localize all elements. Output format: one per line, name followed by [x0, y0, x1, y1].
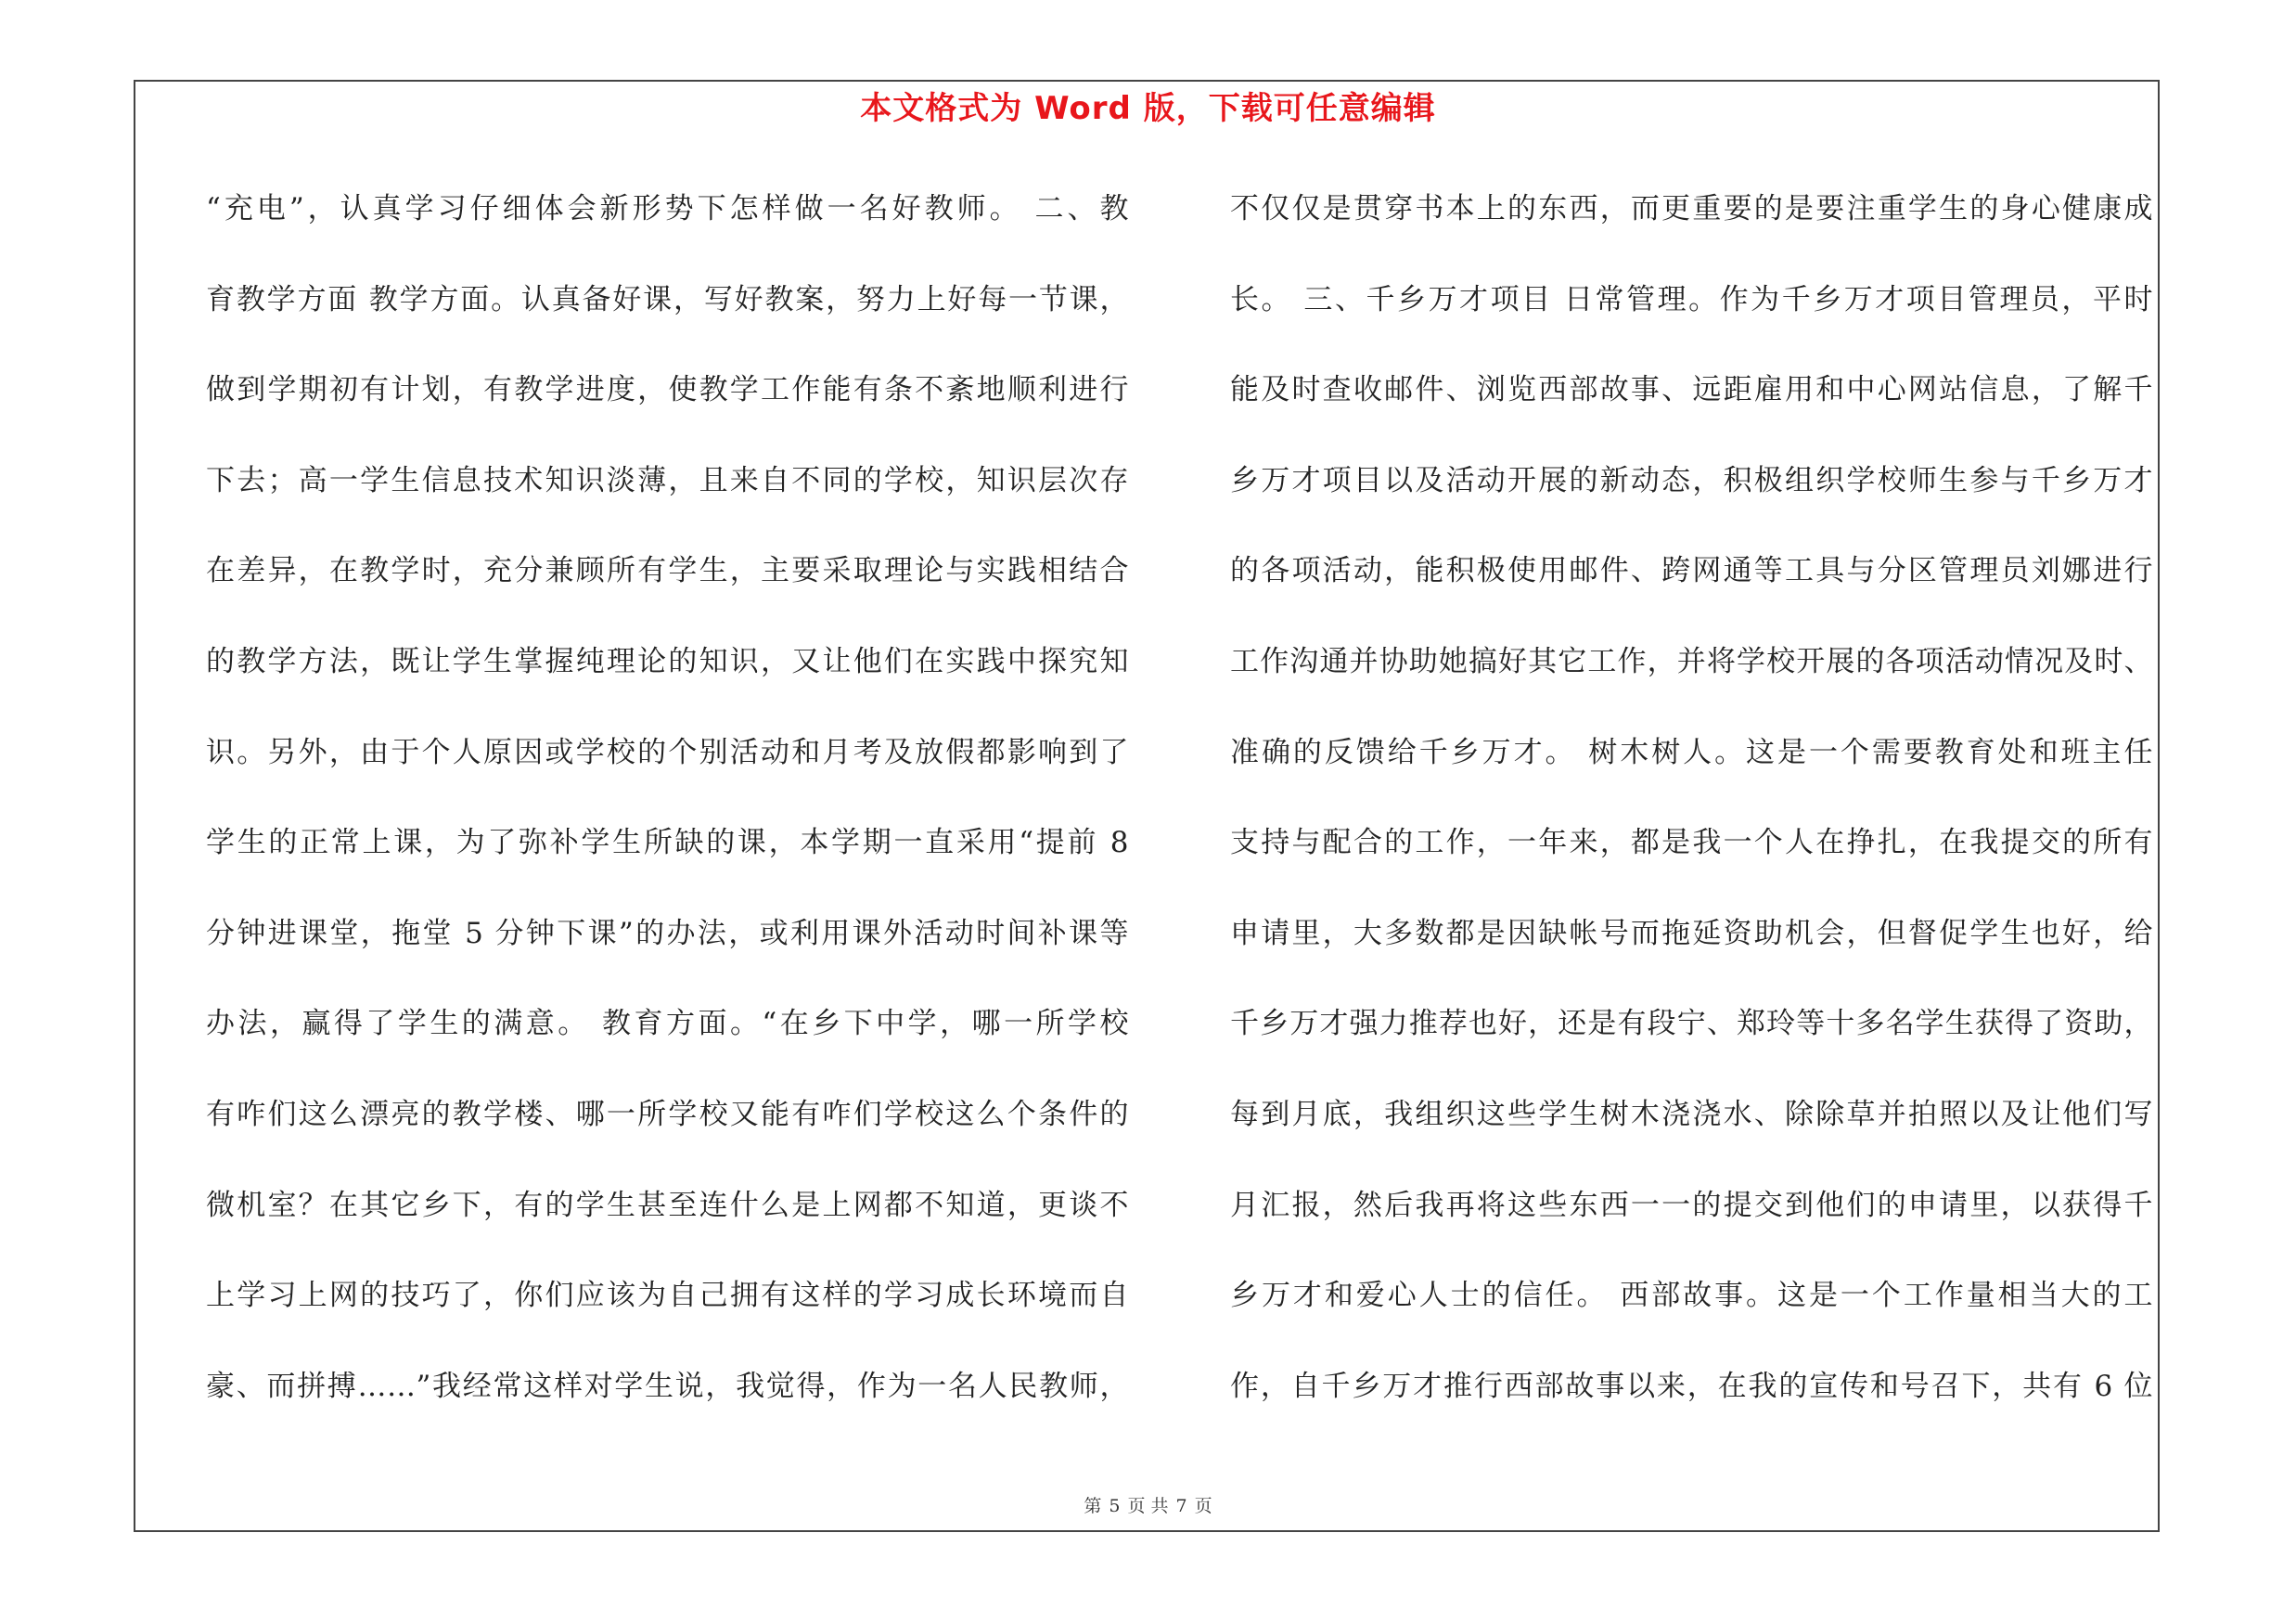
total-pages-number: 7 [1175, 1496, 1187, 1516]
text-line: 的教学方法，既让学生掌握纯理论的知识，又让他们在实践中探究知 [206, 644, 1129, 678]
text-line: 工作沟通并协助她搞好其它工作，并将学校开展的各项活动情况及时、 [1230, 644, 2153, 678]
text-line: 申请里，大多数都是因缺帐号而拖延资助机会，但督促学生也好，给 [1230, 916, 2153, 950]
text-line: 识。另外，由于个人原因或学校的个别活动和月考及放假都影响到了 [206, 735, 1129, 769]
text-line: 能及时查收邮件、浏览西部故事、远距雇用和中心网站信息，了解千 [1230, 373, 2153, 407]
text-line: 育教学方面 教学方面。认真备好课，写好教案，努力上好每一节课， [206, 282, 1129, 316]
text-line: 乡万才和爱心人士的信任。 西部故事。这是一个工作量相当大的工 [1230, 1279, 2153, 1313]
text-line: 月汇报，然后我再将这些东西一一的提交到他们的申请里，以获得千 [1230, 1188, 2153, 1222]
text-line: 豪、而拼搏……”我经常这样对学生说，我觉得，作为一名人民教师， [206, 1369, 1129, 1403]
text-line: 有咋们这么漂亮的教学楼、哪一所学校又能有咋们学校这么个条件的 [206, 1097, 1129, 1131]
text-line: 的各项活动，能积极使用邮件、跨网通等工具与分区管理员刘娜进行 [1230, 554, 2153, 588]
text-line: 下去；高一学生信息技术知识淡薄，且来自不同的学校，知识层次存 [206, 463, 1129, 497]
text-line: 乡万才项目以及活动开展的新动态，积极组织学校师生参与千乡万才 [1230, 463, 2153, 497]
text-line: 微机室？在其它乡下，有的学生甚至连什么是上网都不知道，更谈不 [206, 1188, 1129, 1222]
text-line: 支持与配合的工作，一年来，都是我一个人在挣扎，在我提交的所有 [1230, 826, 2153, 860]
text-line: 分钟进课堂，拖堂 5 分钟下课”的办法，或利用课外活动时间补课等 [206, 916, 1129, 950]
page-footer [0, 1494, 2296, 1518]
right-text-column [1230, 186, 2153, 1453]
text-line: 不仅仅是贯穿书本上的东西，而更重要的是要注重学生的身心健康成 [1230, 192, 2153, 225]
text-line: 做到学期初有计划，有教学进度，使教学工作能有条不紊地顺利进行 [206, 373, 1129, 407]
text-line: 长。 三、千乡万才项目 日常管理。作为千乡万才项目管理员，平时 [1230, 282, 2153, 316]
text-line: 办法，赢得了学生的满意。 教育方面。“在乡下中学，哪一所学校 [206, 1007, 1129, 1041]
text-line: 上学习上网的技巧了，你们应该为自己拥有这样的学习成长环境而自 [206, 1279, 1129, 1313]
footer-prefix: 第 [1084, 1496, 1102, 1516]
text-line: 作，自千乡万才推行西部故事以来，在我的宣传和号召下，共有 6 位 [1230, 1369, 2153, 1403]
text-line: 准确的反馈给千乡万才。 树木树人。这是一个需要教育处和班主任 [1230, 735, 2153, 769]
footer-middle: 页 共 [1127, 1496, 1169, 1516]
text-line: “充电”，认真学习仔细体会新形势下怎样做一名好教师。 二、教 [206, 192, 1129, 225]
left-text-column [206, 186, 1129, 1453]
current-page-number: 5 [1109, 1496, 1121, 1516]
format-banner: 本文格式为 Word 版，下载可任意编辑 [860, 90, 1436, 127]
text-line: 千乡万才强力推荐也好，还是有段宁、郑玲等十多名学生获得了资助， [1230, 1007, 2153, 1041]
text-line: 在差异，在教学时，充分兼顾所有学生，主要采取理论与实践相结合 [206, 554, 1129, 588]
text-line: 学生的正常上课，为了弥补学生所缺的课，本学期一直采用“提前 8 [206, 826, 1129, 860]
text-line: 每到月底，我组织这些学生树木浇浇水、除除草并拍照以及让他们写 [1230, 1097, 2153, 1131]
footer-suffix: 页 [1194, 1496, 1212, 1516]
